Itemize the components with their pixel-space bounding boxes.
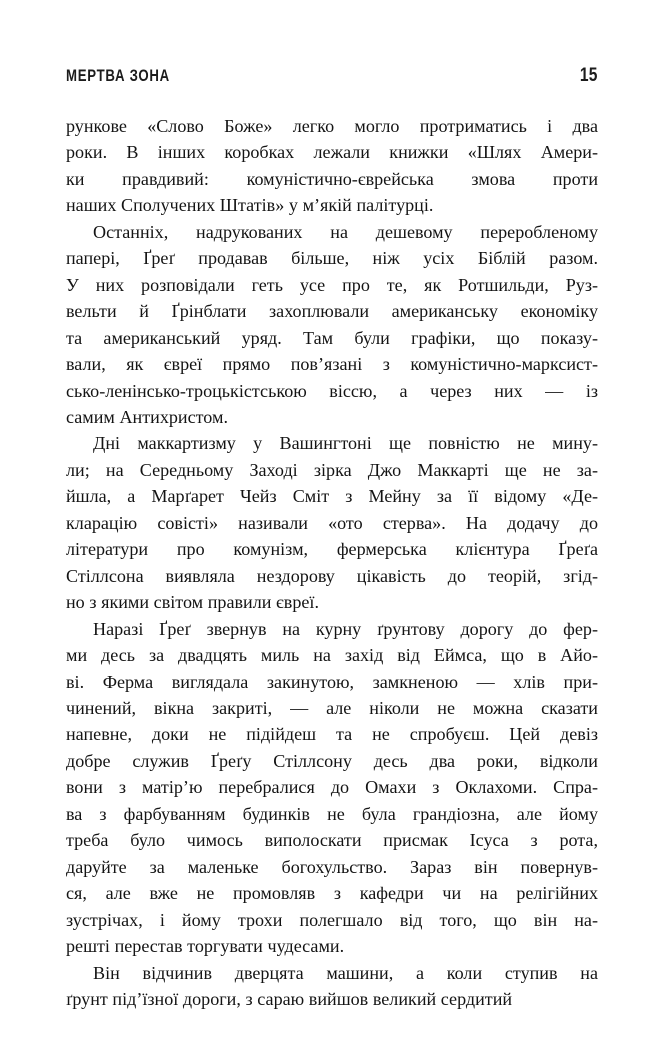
- text-line: наших Сполучених Штатів» у м’якій палітурці.: [66, 195, 434, 216]
- text-line: ві. Ферма виглядала закинутою, замкненою — хлів при-: [66, 671, 598, 692]
- text-line: ми десь за двадцять миль на захід від Еймса, що в Айо-: [66, 645, 598, 666]
- text-line: Стіллсона виявляла нездорову цікавість до теорій, згід-: [66, 565, 598, 586]
- page-number: 15: [580, 65, 598, 86]
- paragraph: [66, 616, 598, 960]
- text-line: У них розповідали геть усе про те, як Ротшильди, Руз-: [66, 274, 598, 295]
- text-line: вали, як євреї прямо пов’язані з комуністично-марксист-: [66, 354, 598, 375]
- text-line: вельти й Ґрінблати захоплювали американську економіку: [66, 301, 598, 322]
- text-line: ґрунт під’їзної дороги, з сараю вийшов великий сердитий: [66, 988, 513, 1009]
- text-line: ся, але вже не промовляв з кафедри чи на релігійних: [66, 883, 598, 904]
- paragraph: [66, 960, 598, 1013]
- text-line: Останніх, надрукованих на дешевому переробленому: [93, 221, 598, 242]
- text-line: кларацію совісті» називали «ото стерва». На додачу до: [66, 512, 598, 533]
- text-line: добре служив Ґреґу Стіллсону десь два роки, відколи: [66, 750, 598, 771]
- text-line: вони з матір’ю перебралися до Омахи з Оклахоми. Спра-: [66, 777, 598, 798]
- text-line: ли; на Середньому Заході зірка Джо Маккарті ще не за-: [66, 459, 598, 480]
- body-text: [66, 113, 598, 1012]
- text-line: рункове «Слово Боже» легко могло протриматись і два: [66, 116, 598, 136]
- book-title: МЕРТВА ЗОНА: [66, 67, 170, 85]
- text-line: роки. В інших коробках лежали книжки «Шлях Амери-: [66, 142, 598, 163]
- text-line: ва з фарбуванням будинків не була грандіозна, але йому: [66, 803, 598, 824]
- text-line: Дні маккартизму у Вашингтоні ще повністю не мину-: [93, 433, 598, 454]
- text-line: ки правдивий: комуністично-єврейська змова проти: [66, 168, 598, 189]
- paragraph: [66, 430, 598, 615]
- text-line: сько-ленінсько-троцькістською віссю, а через них — із: [66, 380, 598, 401]
- text-line: літератури про комунізм, фермерська клієнтура Ґреґа: [66, 539, 598, 560]
- text-line: папері, Ґреґ продавав більше, ніж усіх Біблій разом.: [66, 248, 598, 269]
- text-line: самим Антихристом.: [66, 406, 228, 427]
- paragraph: [66, 113, 598, 219]
- text-line: даруйте за маленьке богохульство. Зараз він повернув-: [66, 856, 598, 877]
- text-line: треба було чимось виполоскати присмак Ісуса з рота,: [66, 830, 598, 851]
- running-head: [66, 66, 598, 92]
- text-line: напевне, доки не підійдеш та не спробуєш. Цей девіз: [66, 724, 598, 745]
- paragraph: [66, 219, 598, 431]
- text-line: йшла, а Марґарет Чейз Сміт з Мейну за її відому «Де-: [66, 486, 598, 507]
- text-line: решті перестав торгувати чудесами.: [66, 936, 345, 957]
- text-line: зустрічах, і йому трохи полегшало від того, що він на-: [66, 909, 598, 930]
- text-line: та американський уряд. Там були графіки, що показу-: [66, 327, 598, 348]
- text-line: Наразі Ґреґ звернув на курну ґрунтову дорогу до фер-: [93, 618, 598, 639]
- text-line: чинений, вікна закриті, — але ніколи не можна сказати: [66, 697, 598, 718]
- text-line: но з якими світом правили євреї.: [66, 592, 319, 613]
- text-line: Він відчинив дверцята машини, а коли ступив на: [93, 962, 598, 983]
